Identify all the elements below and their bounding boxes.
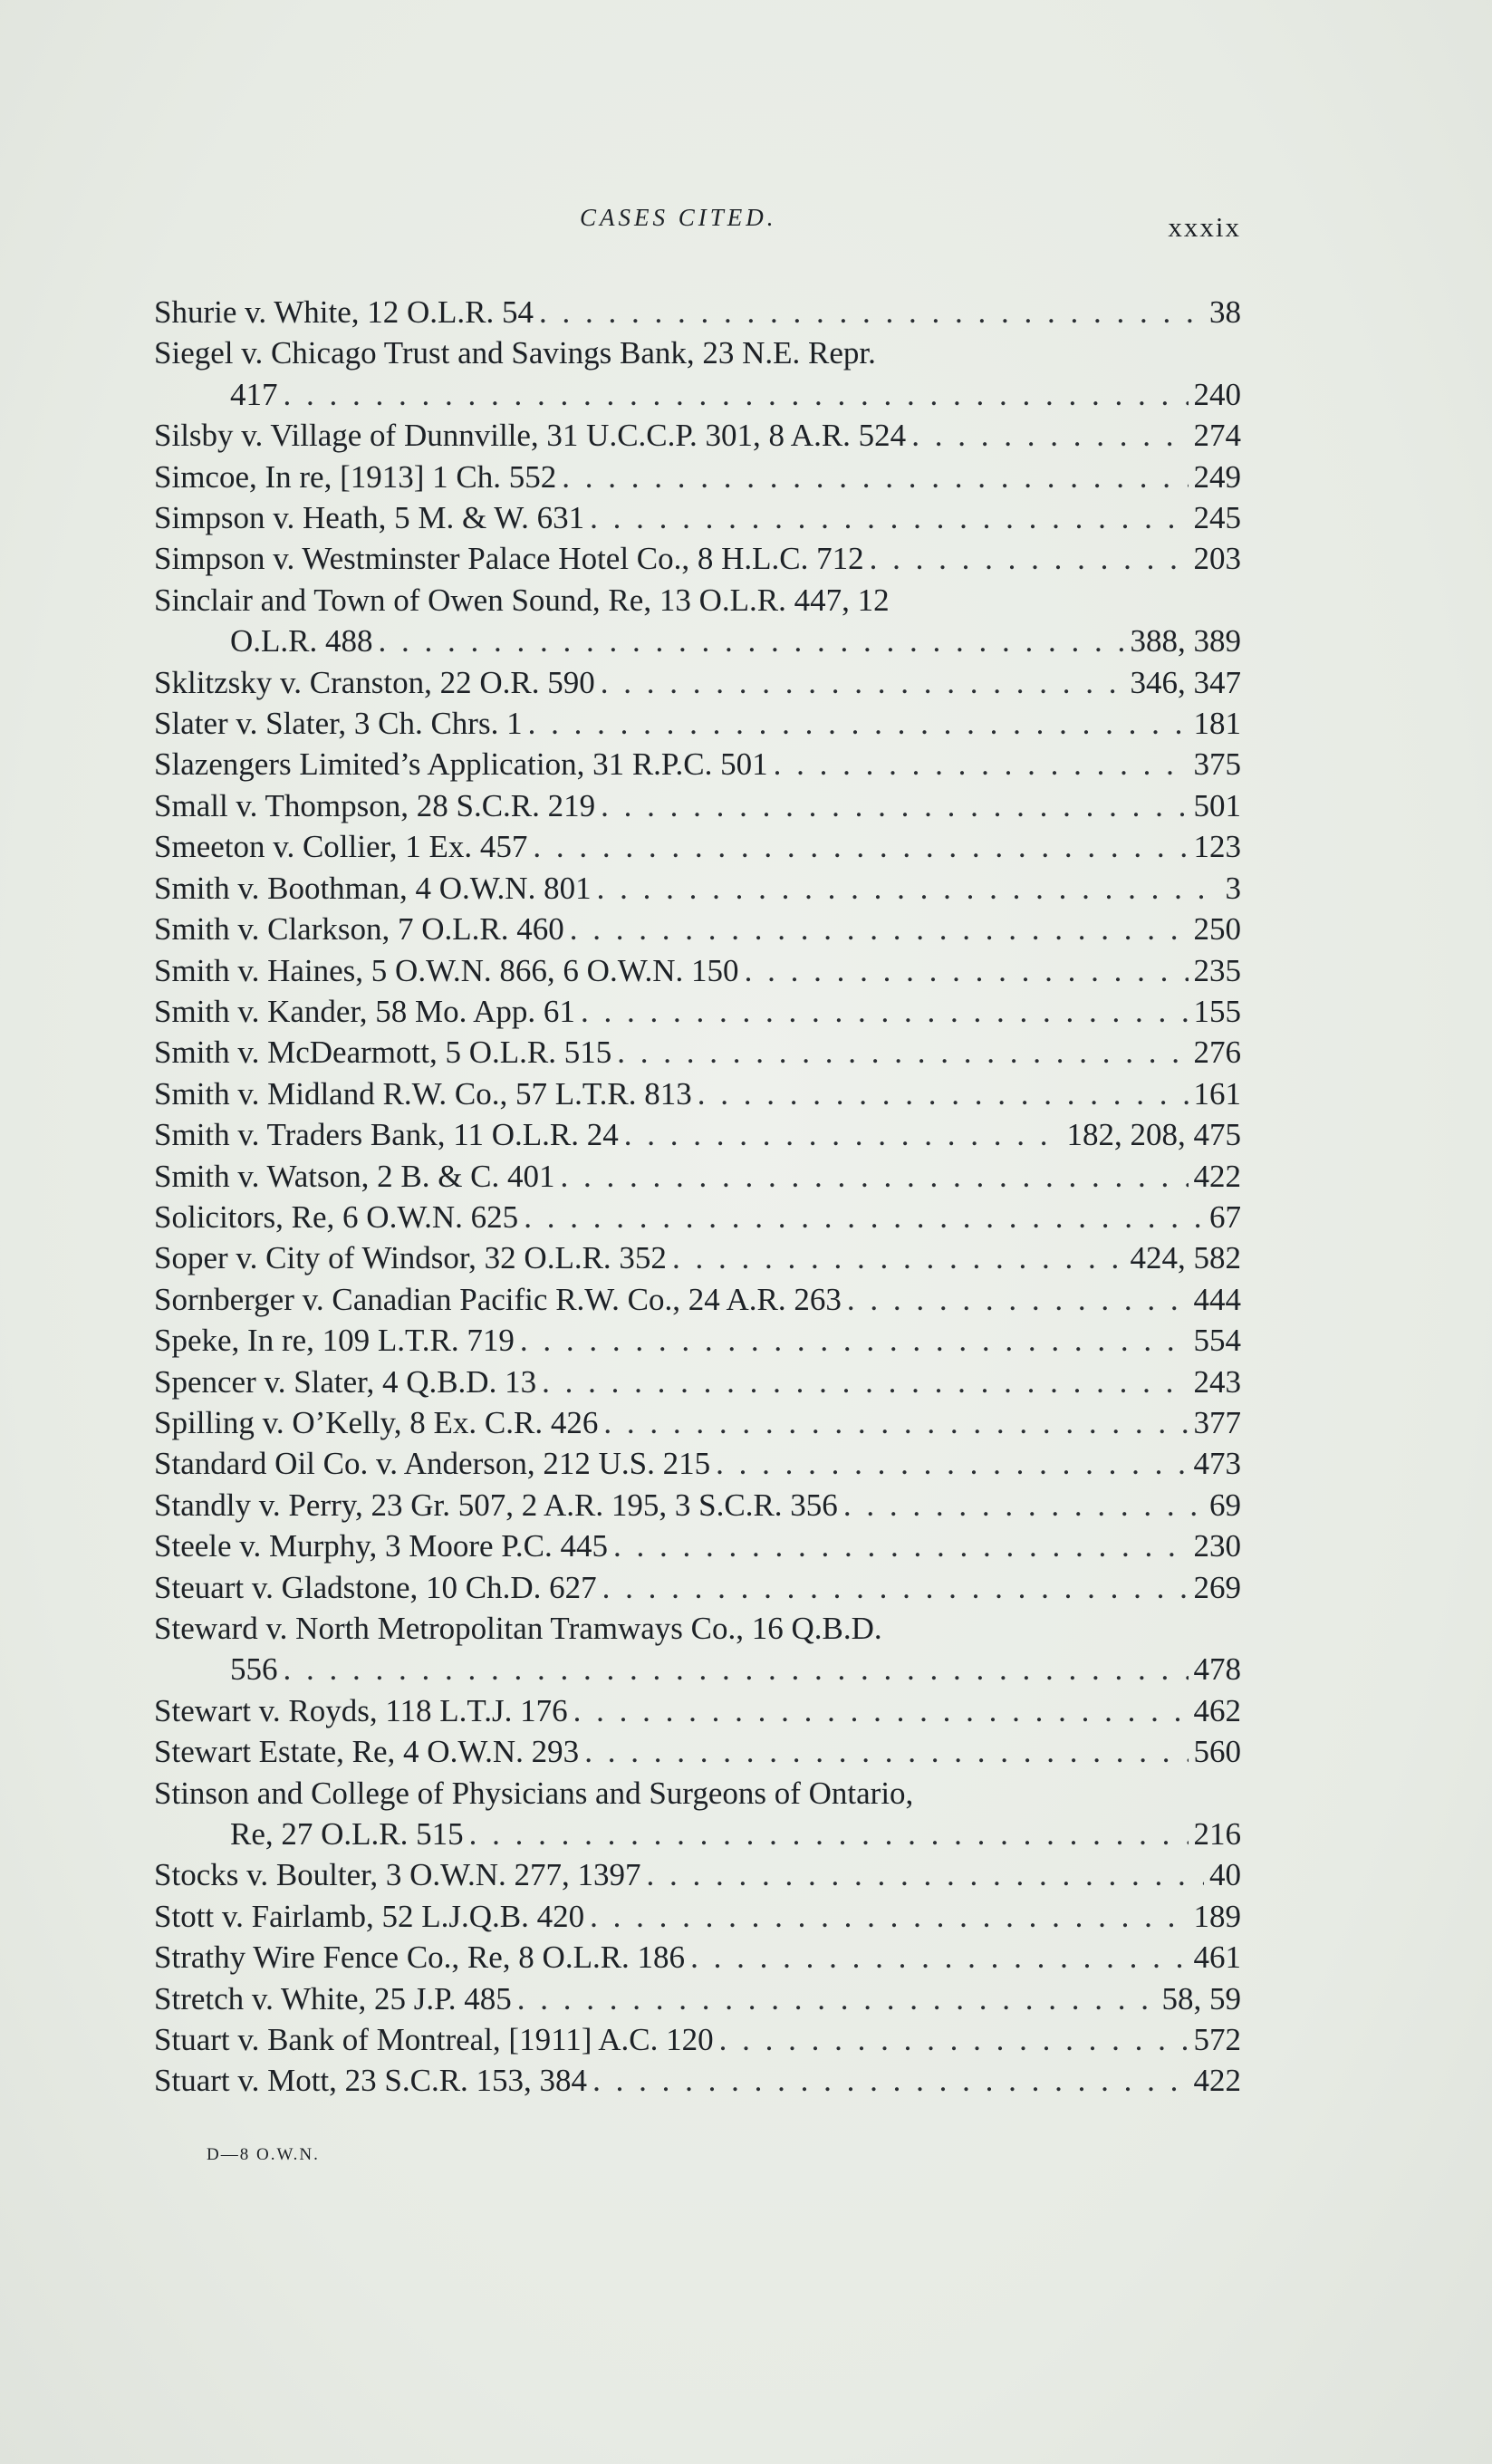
case-reference: Shurie v. White, 12 O.L.R. 54	[154, 294, 534, 330]
dot-leaders	[843, 1485, 1204, 1526]
signature-mark: D—8 O.W.N.	[207, 2145, 320, 2164]
index-entry	[154, 332, 1241, 415]
case-reference: Smith v. Watson, 2 B. & C. 401	[154, 1158, 555, 1194]
dot-leaders	[517, 1978, 1157, 2019]
entry-line	[154, 1526, 1241, 1566]
entry-line	[154, 1443, 1241, 1484]
entry-line	[154, 2060, 1241, 2101]
entry-line	[154, 1978, 1241, 2019]
index-entry	[154, 1237, 1241, 1278]
index-entry	[154, 703, 1241, 744]
case-reference: Spilling v. O’Kelly, 8 Ex. C.R. 426	[154, 1404, 599, 1440]
index-entry	[154, 538, 1241, 579]
entry-line	[154, 538, 1241, 579]
case-reference: Stott v. Fairlamb, 52 L.J.Q.B. 420	[154, 1898, 585, 1934]
dot-leaders	[581, 991, 1189, 1032]
page-references: 422	[1193, 1158, 1241, 1194]
dot-leaders	[716, 1443, 1188, 1484]
case-reference: Stretch v. White, 25 J.P. 485	[154, 1980, 512, 2016]
page-references: 230	[1193, 1528, 1241, 1564]
entry-line	[154, 950, 1241, 991]
case-reference: Steward v. North Metropolitan Tramways Co., 16 Q.B.D.	[154, 1611, 882, 1646]
index-entry	[154, 2019, 1241, 2060]
index-entry	[154, 826, 1241, 867]
index-entry	[154, 1773, 1241, 1855]
index-entry	[154, 1362, 1241, 1402]
dot-leaders	[542, 1362, 1188, 1402]
page-references: 377	[1193, 1404, 1241, 1440]
index-entry	[154, 1032, 1241, 1073]
page-references: 422	[1193, 2063, 1241, 2099]
page-references: 182, 208, 475	[1066, 1117, 1241, 1153]
case-reference: Sornberger v. Canadian Pacific R.W. Co., 24 A.R. 263	[154, 1281, 842, 1317]
entry-line	[154, 1237, 1241, 1278]
dot-leaders	[284, 1649, 1189, 1689]
entry-line	[154, 497, 1241, 538]
index-entry	[154, 1896, 1241, 1937]
entry-line	[154, 909, 1241, 949]
index-entry	[154, 1485, 1241, 1526]
page-references: 375	[1193, 746, 1241, 783]
index-entry	[154, 868, 1241, 909]
entry-line	[154, 2019, 1241, 2060]
case-reference: Siegel v. Chicago Trust and Savings Bank, 23 N.E. Repr.	[154, 335, 876, 371]
page-header	[154, 204, 1241, 249]
case-reference: Stuart v. Mott, 23 S.C.R. 153, 384	[154, 2063, 588, 2099]
page-references: 203	[1193, 541, 1241, 577]
case-reference: 417	[230, 376, 278, 412]
entry-line	[154, 1032, 1241, 1073]
entry-line	[154, 1773, 1241, 1814]
page-references: 161	[1193, 1075, 1241, 1112]
page-references: 189	[1193, 1898, 1241, 1934]
case-reference: Stewart v. Royds, 118 L.T.J. 176	[154, 1692, 568, 1728]
index-entry	[154, 1854, 1241, 1895]
page-references: 388, 389	[1130, 623, 1241, 659]
case-reference: Stocks v. Boulter, 3 O.W.N. 277, 1397	[154, 1857, 641, 1893]
page-references: 155	[1193, 993, 1241, 1029]
entry-continuation-line	[154, 1649, 1241, 1689]
index-entry	[154, 1567, 1241, 1608]
dot-leaders	[533, 826, 1188, 867]
index-entry	[154, 1526, 1241, 1566]
case-reference: Soper v. City of Windsor, 32 O.L.R. 352	[154, 1240, 667, 1276]
case-reference: Stewart Estate, Re, 4 O.W.N. 293	[154, 1734, 580, 1770]
dot-leaders	[539, 292, 1204, 332]
page-references: 243	[1193, 1363, 1241, 1400]
entry-line	[154, 662, 1241, 703]
entry-line	[154, 1362, 1241, 1402]
page-references: 478	[1193, 1651, 1241, 1688]
index-entry	[154, 1402, 1241, 1443]
index-entry	[154, 2060, 1241, 2101]
page-references: 444	[1193, 1281, 1241, 1317]
entry-continuation-line	[154, 1814, 1241, 1854]
index-entry	[154, 1197, 1241, 1237]
page-references: 245	[1193, 500, 1241, 536]
entry-line	[154, 1731, 1241, 1772]
dot-leaders	[698, 1073, 1189, 1114]
page-references: 250	[1193, 911, 1241, 948]
dot-leaders	[647, 1854, 1204, 1895]
entry-line	[154, 703, 1241, 744]
case-reference: Slater v. Slater, 3 Ch. Chrs. 1	[154, 706, 523, 742]
dot-leaders	[672, 1237, 1125, 1278]
dot-leaders	[590, 1896, 1188, 1937]
entry-line	[154, 1197, 1241, 1237]
entry-line	[154, 1854, 1241, 1895]
dot-leaders	[601, 662, 1125, 703]
entry-line	[154, 1114, 1241, 1155]
dot-leaders	[617, 1032, 1188, 1073]
case-reference: Small v. Thompson, 28 S.C.R. 219	[154, 787, 596, 823]
case-reference: Smeeton v. Collier, 1 Ex. 457	[154, 829, 528, 865]
entry-line	[154, 785, 1241, 826]
case-reference: Slazengers Limited’s Application, 31 R.P.C. 501	[154, 746, 768, 783]
index-entry	[154, 1073, 1241, 1114]
entry-line	[154, 292, 1241, 332]
case-reference: Sinclair and Town of Owen Sound, Re, 13 O.L.R. 447, 12	[154, 582, 890, 618]
case-reference: Steuart v. Gladstone, 10 Ch.D. 627	[154, 1569, 597, 1605]
dot-leaders	[624, 1114, 1062, 1155]
case-reference: Stuart v. Bank of Montreal, [1911] A.C. 120	[154, 2022, 714, 2058]
entry-line	[154, 1567, 1241, 1608]
index-entry	[154, 497, 1241, 538]
dot-leaders	[573, 1690, 1189, 1731]
dot-leaders	[528, 703, 1189, 744]
page-references: 240	[1193, 376, 1241, 412]
case-reference: Silsby v. Village of Dunnville, 31 U.C.C.P. 301, 8 A.R. 524	[154, 418, 907, 454]
case-reference: Smith v. McDearmott, 5 O.L.R. 515	[154, 1035, 612, 1071]
dot-leaders	[601, 785, 1188, 826]
case-reference: Stinson and College of Physicians and Surgeons of Ontario,	[154, 1775, 914, 1811]
dot-leaders	[603, 1402, 1188, 1443]
index-entry	[154, 785, 1241, 826]
page-references: 69	[1209, 1487, 1241, 1523]
page-references: 181	[1193, 706, 1241, 742]
index-entry	[154, 1156, 1241, 1197]
index-entry	[154, 415, 1241, 456]
dot-leaders	[561, 1156, 1189, 1197]
running-title: CASES CITED.	[580, 204, 777, 231]
index-entry	[154, 1937, 1241, 1978]
dot-leaders	[570, 909, 1189, 949]
dot-leaders	[469, 1814, 1189, 1854]
case-reference: Simpson v. Westminster Palace Hotel Co., 8 H.L.C. 712	[154, 541, 864, 577]
page-references: 554	[1193, 1323, 1241, 1359]
index-entry	[154, 1443, 1241, 1484]
entry-line	[154, 1320, 1241, 1361]
entry-line	[154, 1073, 1241, 1114]
page-references: 67	[1209, 1198, 1241, 1235]
entry-line	[154, 826, 1241, 867]
case-reference: 556	[230, 1651, 278, 1688]
entry-continuation-line	[154, 621, 1241, 661]
case-reference: Sklitzsky v. Cranston, 22 O.R. 590	[154, 664, 595, 700]
entry-line	[154, 1896, 1241, 1937]
page-references: 38	[1209, 294, 1241, 330]
dot-leaders	[870, 538, 1189, 579]
entry-line	[154, 580, 1241, 621]
page-references: 58, 59	[1161, 1980, 1241, 2016]
dot-leaders	[524, 1197, 1204, 1237]
case-reference: Smith v. Kander, 58 Mo. App. 61	[154, 993, 575, 1029]
dot-leaders	[602, 1567, 1189, 1608]
dot-leaders	[562, 457, 1188, 497]
page-references: 40	[1209, 1857, 1241, 1893]
index-entry	[154, 1320, 1241, 1361]
case-reference: Spencer v. Slater, 4 Q.B.D. 13	[154, 1363, 537, 1400]
entry-line	[154, 1156, 1241, 1197]
page-references: 3	[1225, 870, 1241, 906]
entry-line	[154, 1402, 1241, 1443]
index-entry	[154, 950, 1241, 991]
dot-leaders	[774, 744, 1189, 784]
index-entry	[154, 292, 1241, 332]
index-entry	[154, 1690, 1241, 1731]
entry-line	[154, 991, 1241, 1032]
case-reference: Speke, In re, 109 L.T.R. 719	[154, 1323, 515, 1359]
index-entry	[154, 909, 1241, 949]
page-references: 249	[1193, 458, 1241, 495]
entry-line	[154, 1690, 1241, 1731]
dot-leaders	[584, 1731, 1188, 1772]
index-entry	[154, 662, 1241, 703]
case-reference: Smith v. Traders Bank, 11 O.L.R. 24	[154, 1117, 619, 1153]
cases-cited-list	[154, 292, 1241, 2102]
index-entry	[154, 1279, 1241, 1320]
page-references: 274	[1193, 418, 1241, 454]
page-references: 269	[1193, 1569, 1241, 1605]
page-references: 424, 582	[1130, 1240, 1241, 1276]
case-reference: Strathy Wire Fence Co., Re, 8 O.L.R. 186	[154, 1939, 686, 1976]
dot-leaders	[613, 1526, 1189, 1566]
index-entry	[154, 457, 1241, 497]
index-entry	[154, 580, 1241, 662]
case-reference: O.L.R. 488	[230, 623, 373, 659]
case-reference: Smith v. Boothman, 4 O.W.N. 801	[154, 870, 592, 906]
page-references: 560	[1193, 1734, 1241, 1770]
dot-leaders	[284, 374, 1189, 415]
entry-line	[154, 1937, 1241, 1978]
entry-line	[154, 415, 1241, 456]
page-references: 461	[1193, 1939, 1241, 1976]
case-reference: Smith v. Haines, 5 O.W.N. 866, 6 O.W.N. 150	[154, 952, 739, 988]
case-reference: Standard Oil Co. v. Anderson, 212 U.S. 215	[154, 1446, 711, 1482]
page-references: 346, 347	[1130, 664, 1241, 700]
case-reference: Smith v. Clarkson, 7 O.L.R. 460	[154, 911, 564, 948]
page-references: 216	[1193, 1816, 1241, 1853]
dot-leaders	[745, 950, 1189, 991]
case-reference: Simpson v. Heath, 5 M. & W. 631	[154, 500, 585, 536]
page-references: 462	[1193, 1692, 1241, 1728]
dot-leaders	[719, 2019, 1189, 2060]
entry-continuation-line	[154, 374, 1241, 415]
page-references: 572	[1193, 2022, 1241, 2058]
case-reference: Re, 27 O.L.R. 515	[230, 1816, 464, 1853]
page-number: xxxix	[1168, 211, 1241, 243]
index-entry	[154, 1608, 1241, 1690]
index-entry	[154, 1731, 1241, 1772]
page-references: 473	[1193, 1446, 1241, 1482]
dot-leaders	[911, 415, 1188, 456]
entry-line	[154, 1608, 1241, 1649]
dot-leaders	[592, 2060, 1188, 2101]
entry-line	[154, 1279, 1241, 1320]
dot-leaders	[690, 1937, 1188, 1978]
dot-leaders	[520, 1320, 1189, 1361]
dot-leaders	[379, 621, 1125, 661]
dot-leaders	[597, 868, 1220, 909]
case-reference: Steele v. Murphy, 3 Moore P.C. 445	[154, 1528, 608, 1564]
case-reference: Standly v. Perry, 23 Gr. 507, 2 A.R. 195, 3 S.C.R. 356	[154, 1487, 838, 1523]
case-reference: Solicitors, Re, 6 O.W.N. 625	[154, 1198, 519, 1235]
page-references: 276	[1193, 1035, 1241, 1071]
entry-line	[154, 1485, 1241, 1526]
entry-line	[154, 868, 1241, 909]
dot-leaders	[590, 497, 1188, 538]
index-entry	[154, 991, 1241, 1032]
entry-line	[154, 457, 1241, 497]
dot-leaders	[847, 1279, 1189, 1320]
case-reference: Smith v. Midland R.W. Co., 57 L.T.R. 813	[154, 1075, 692, 1112]
page-references: 235	[1193, 952, 1241, 988]
case-reference: Simcoe, In re, [1913] 1 Ch. 552	[154, 458, 557, 495]
index-entry	[154, 1114, 1241, 1155]
index-entry	[154, 744, 1241, 784]
entry-line	[154, 744, 1241, 784]
index-entry	[154, 1978, 1241, 2019]
page-references: 501	[1193, 787, 1241, 823]
entry-line	[154, 332, 1241, 373]
page-references: 123	[1193, 829, 1241, 865]
